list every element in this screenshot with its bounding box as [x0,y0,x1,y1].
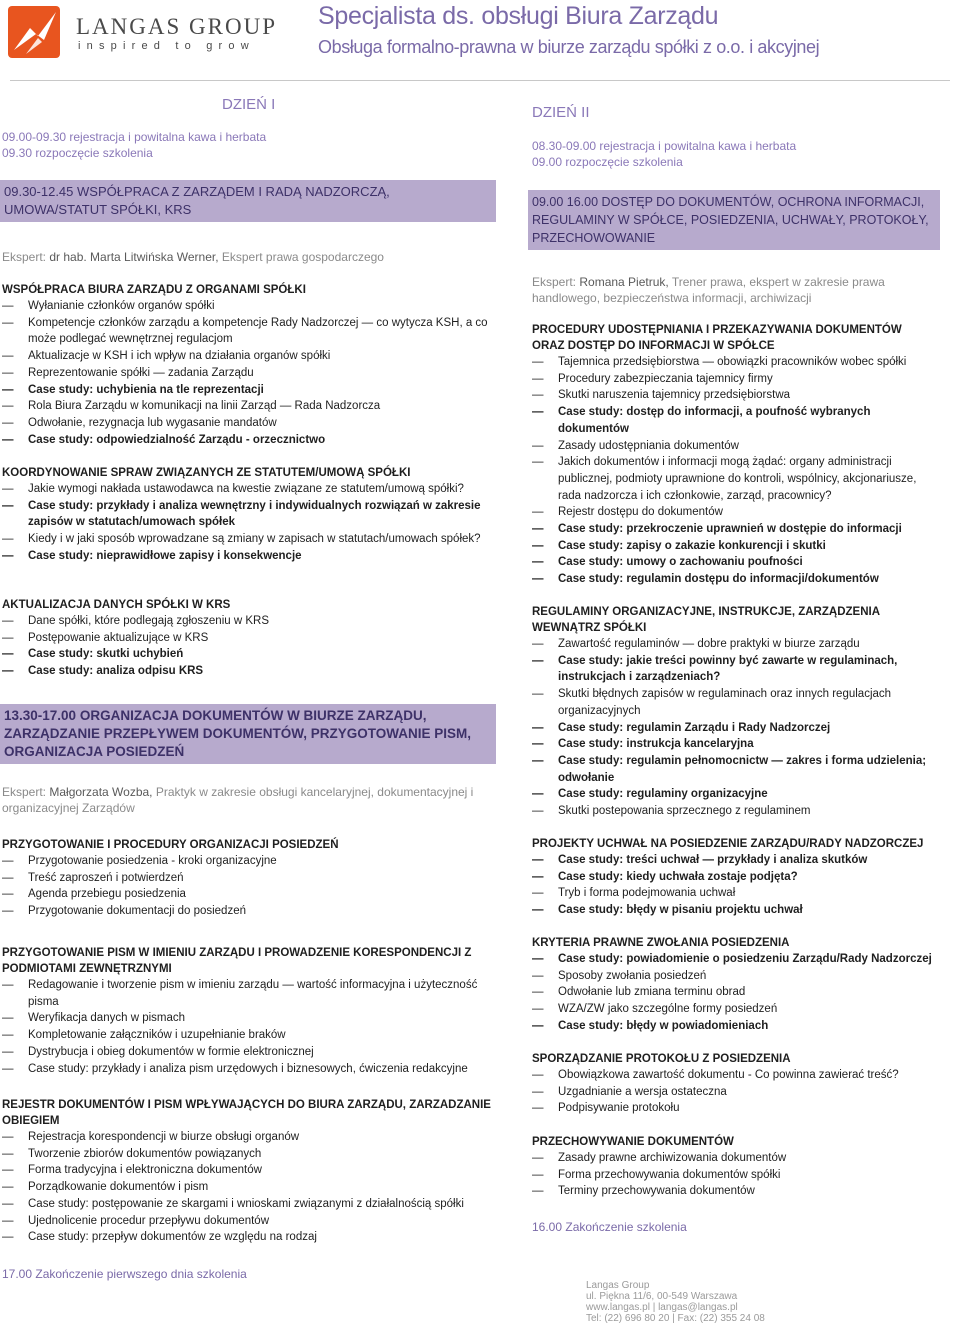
start-time: 09.30 rozpoczęcie szkolenia [2,146,153,160]
logo-tagline: inspired to grow [78,40,255,52]
list-item: — Kompletowanie załączników i uzupełnianie braków [2,1027,496,1044]
list-item: — Case study: kiedy uchwała zostaje podjęta? [532,869,932,886]
list-item: — Dystrybucja i obieg dokumentów w formie elektronicznej [2,1044,496,1061]
topic-list [2,481,496,565]
session-time: 13.30-17.00 [4,708,77,723]
section-heading: PRZYGOTOWANIE I PROCEDURY ORGANIZACJI POSIEDZEŃ [2,839,339,851]
list-item: — Postępowanie aktualizujące w KRS [2,630,496,647]
list-item: — Rejestr dostępu do dokumentów [532,504,932,521]
list-item: — Case study: regulamin dostępu do informacji/dokumentów [532,571,932,588]
topic-section [2,282,496,448]
list-item: — Treść zaproszeń i potwierdzeń [2,870,496,887]
list-item: — Case study: zapisy o zakazie konkurencji i skutki [532,538,932,555]
list-item: — Case study: przykłady i analiza pism urzędowych i biznesowych, ćwiczenia redakcyjne [2,1061,496,1078]
topic-list [532,1067,932,1117]
logo-name: LANGAS GROUP [76,14,277,39]
list-item: — Ujednolicenie procedur przepływu dokumentów [2,1213,496,1230]
list-item: — Skutki naruszenia tajemnicy przedsiębiorstwa [532,387,932,404]
expert-name: dr hab. Marta Litwińska Werner, [49,250,219,264]
topic-list [2,1129,496,1246]
expert-name: Romana Pietruk, [579,275,669,289]
section-heading: SPORZĄDZANIE PROTOKOŁU Z POSIEDZENIA [532,1053,791,1065]
list-item: — Case study: uchybienia na tle reprezentacji [2,382,496,399]
session-expert: Ekspert: Romana Pietruk, Trener prawa, ekspert w zakresie prawa handlowego, bezpieczeństwa informacji, archiwizacji [532,275,885,305]
session-time: 09.00 16.00 [532,195,599,209]
day-two-heading: DZIEŃ II [532,104,590,121]
topic-section [2,465,496,565]
topic-section [2,945,496,1077]
list-item: — Case study: powiadomienie o posiedzeniu Zarządu/Rady Nadzorczej [532,951,932,968]
section-heading: PRZYGOTOWANIE PISM W IMIENIU ZARZĄDU I PROWADZENIE KORESPONDENCJI Z PODMIOTAMI ZEWNĘTRZNYMI [2,947,472,975]
list-item: — Sposoby zwołania posiedzeń [532,968,932,985]
page-title: Specjalista ds. obsługi Biura Zarządu [318,2,719,30]
list-item: — Case study: postępowanie ze skargami i wnioskami związanymi z działalnością spółki [2,1196,496,1213]
list-item: — Zasady prawne archiwizowania dokumentów [532,1150,932,1167]
topic-section [2,1097,496,1246]
list-item: — Uzgadnianie a wersja ostateczna [532,1084,932,1101]
list-item: — Procedury zabezpieczania tajemnicy firmy [532,371,932,388]
list-item: — Case study: regulaminy organizacyjne [532,786,932,803]
session-title: DOSTĘP DO DOKUMENTÓW, OCHRONA INFORMACJI, REGULAMINY W SPÓŁCE, POSIEDZENIA, UCHWAŁY, PROTOKOŁY, PRZECHOWOWANIE [532,195,929,245]
list-item: — Przygotowanie dokumentacji do posiedzeń [2,903,496,920]
topic-list [532,354,932,588]
list-item: — Jakie wymogi nakłada ustawodawca na kwestie związane ze statutem/umową spółki? [2,481,496,498]
list-item: — Case study: odpowiedzialność Zarządu - orzecznictwo [2,432,496,449]
list-item: — Rola Biura Zarządu w komunikacji na linii Zarząd — Rada Nadzorcza [2,398,496,415]
list-item: — Zawartość regulaminów — dobre praktyki w biurze zarządu [532,636,932,653]
list-item: — Przygotowanie posiedzenia - kroki organizacyjne [2,853,496,870]
page-header [0,0,960,88]
list-item: — Case study: przykłady i analiza wewnętrzny i indywidualnych rozwiązań w zakresie zapisów w statutach/umowach spółek [2,498,496,531]
topic-list [532,852,932,919]
session-title: WSPÓŁPRACA Z ZARZĄDEM I RADĄ NADZORCZĄ, UMOWA/STATUT SPÓŁKI, KRS [4,184,390,217]
section-heading: KOORDYNOWANIE SPRAW ZWIĄZANYCH ZE STATUTEM/UMOWĄ SPÓŁKI [2,467,411,479]
list-item: — Rejestracja korespondencji w biurze obsługi organów [2,1129,496,1146]
topic-section [532,604,932,820]
list-item: — Case study: skutki uchybień [2,646,496,663]
list-item: — Case study: przepływ dokumentów ze względu na rodzaj [2,1229,496,1246]
list-item: — Tryb i forma podejmowania uchwał [532,885,932,902]
list-item: — Kiedy i w jaki sposób wprowadzane są zmiany w zapisach w statutach/umowach spółek? [2,531,496,548]
list-item: — Reprezentowanie spółki — zadania Zarządu [2,365,496,382]
list-item: — Case study: treści uchwał — przykłady i analiza skutków [532,852,932,869]
section-heading: WSPÓŁPRACA BIURA ZARZĄDU Z ORGANAMI SPÓŁKI [2,284,306,296]
topic-list [2,613,496,680]
list-item: — Wyłanianie członków organów spółki [2,298,496,315]
topic-section [532,1051,932,1117]
topic-list [2,298,496,448]
session-expert: Ekspert: Małgorzata Wozba, Praktyk w zakresie obsługi kancelaryjnej, dokumentacyjnej i organizacyjnej Zarządów [2,785,474,815]
topic-list [2,853,496,920]
topic-section [2,597,496,680]
registration-time: 09.00-09.30 rejestracja i powitalna kawa i herbata [2,130,267,144]
list-item: — Aktualizacje w KSH i ich wpływ na działania organów spółki [2,348,496,365]
list-item: — Zasady udostępniania dokumentów [532,438,932,455]
topic-section [532,1134,932,1200]
topic-section [532,836,932,919]
section-heading: AKTUALIZACJA DANYCH SPÓŁKI W KRS [2,599,231,611]
list-item: — Tworzenie zbiorów dokumentów powiązanych [2,1146,496,1163]
list-item: — Case study: przekroczenie uprawnień w dostępie do informacji [532,521,932,538]
list-item: — Kompetencje członków zarządu a kompetencje Rady Nadzorczej — co wytycza KSH, a co może podlegać wewnętrznej regulacjom [2,315,496,348]
topic-list [532,636,932,820]
logo-bird-icon [8,6,66,58]
list-item: — WZA/ZW jako szczególne formy posiedzeń [532,1001,932,1018]
topic-section [532,935,932,1035]
list-item: — Jakich dokumentów i informacji mogą żądać: organy administracji publicznej, podmioty uprawnione do kontroli, wspólnicy, akcjonariusze, rada nadzorcza i ich członkowie, zarząd, pracownicy? [532,454,932,504]
list-item: — Case study: instrukcja kancelaryjna [532,736,932,753]
list-item: — Skutki postepowania sprzecznego z regulaminem [532,803,932,820]
list-item: — Forma tradycyjna i elektroniczna dokumentów [2,1162,496,1179]
company-logo [8,6,277,58]
list-item: — Case study: dostęp do informacji, a poufność wybranych dokumentów [532,404,932,437]
section-heading: PRZECHOWYWANIE DOKUMENTÓW [532,1136,734,1148]
header-divider [10,80,950,81]
list-item: — Tajemnica przedsiębiorstwa — obowiązki pracowników wobec spółki [532,354,932,371]
topic-list [2,977,496,1077]
list-item: — Weryfikacja danych w pismach [2,1010,496,1027]
topic-section [532,322,932,588]
section-heading: PROJEKTY UCHWAŁ NA POSIEDZENIE ZARZĄDU/RADY NADZORCZEJ [532,838,924,850]
session-expert: Ekspert: dr hab. Marta Litwińska Werner, Ekspert prawa gospodarczego [2,250,384,264]
company-address [586,1280,765,1324]
topic-section [2,837,496,920]
list-item: — Dane spółki, które podlegają zgłoszeniu w KRS [2,613,496,630]
list-item: — Case study: błędy w powiadomieniach [532,1018,932,1035]
start-time: 09.00 rozpoczęcie szkolenia [532,155,683,169]
list-item: — Agenda przebiegu posiedzenia [2,886,496,903]
section-heading: KRYTERIA PRAWNE ZWOŁANIA POSIEDZENIA [532,937,790,949]
day-one-opening-times [2,129,266,161]
registration-time: 08.30-09.00 rejestracja i powitalna kawa i herbata [532,139,797,153]
session-title: ORGANIZACJA DOKUMENTÓW W BIURZE ZARZĄDU, ZARZĄDZANIE PRZEPŁYWEM DOKUMENTÓW, PRZYGOTOWANIE PISM, ORGANIZACJA POSIEDZEŃ [4,708,472,759]
list-item: — Podpisywanie protokołu [532,1100,932,1117]
session-banner [0,704,496,764]
topic-list [532,951,932,1035]
company-name: Langas Group [586,1280,650,1291]
list-item: — Redagowanie i tworzenie pism w imieniu zarządu — wartość informacyjna i użyteczność pisma [2,977,496,1010]
list-item: — Case study: umowy o zachowaniu poufności [532,554,932,571]
phone-contact: Tel: (22) 696 80 20 | Fax: (22) 355 24 08 [586,1313,765,1324]
page-subtitle: Obsługa formalno-prawna w biurze zarządu spółki z o.o. i akcyjnej [318,37,820,57]
day-two-opening-times [532,138,796,170]
list-item: — Case study: jakie treści powinny być zawarte w regulaminach, instrukcjach i zarządzeniach? [532,653,932,686]
list-item: — Terminy przechowywania dokumentów [532,1183,932,1200]
list-item: — Case study: nieprawidłowe zapisy i konsekwencje [2,548,496,565]
section-heading: REJESTR DOKUMENTÓW I PISM WPŁYWAJĄCYCH DO BIURA ZARZĄDU, ZARZADZANIE OBIEGIEM [2,1099,491,1127]
day-two-end: 16.00 Zakończenie szkolenia [532,1220,687,1234]
web-contact[interactable]: www.langas.pl | langas@langas.pl [586,1302,738,1313]
list-item: — Case study: analiza odpisu KRS [2,663,496,680]
list-item: — Case study: błędy w pisaniu projektu uchwał [532,902,932,919]
street-address: ul. Piękna 11/6, 00-549 Warszawa [586,1291,738,1302]
list-item: — Case study: regulamin Zarządu i Rady Nadzorczej [532,720,932,737]
section-heading: REGULAMINY ORGANIZACYJNE, INSTRUKCJE, ZARZĄDZENIA WEWNĄTRZ SPÓŁKI [532,606,880,634]
list-item: — Obowiązkowa zawartość dokumentu - Co powinna zawierać treść? [532,1067,932,1084]
section-heading: PROCEDURY UDOSTĘPNIANIA I PRZEKAZYWANIA DOKUMENTÓW ORAZ DOSTĘP DO INFORMACJI W SPÓŁCE [532,324,902,352]
topic-list [532,1150,932,1200]
list-item: — Porządkowanie dokumentów i pism [2,1179,496,1196]
day-one-heading: DZIEŃ I [222,96,276,113]
list-item: — Forma przechowywania dokumentów spółki [532,1167,932,1184]
list-item: — Skutki błędnych zapisów w regulaminach oraz innych regulacjach organizacyjnych [532,686,932,719]
session-banner [0,180,496,222]
day-one-end: 17.00 Zakończenie pierwszego dnia szkolenia [2,1267,247,1281]
list-item: — Case study: regulamin pełnomocnictw — zakres i forma udzielenia; odwołanie [532,753,932,786]
list-item: — Odwołanie, rezygnacja lub wygasanie mandatów [2,415,496,432]
session-time: 09.30-12.45 [4,184,74,199]
session-banner [528,190,940,250]
expert-name: Małgorzata Wozba, [49,785,153,799]
list-item: — Odwołanie lub zmiana terminu obrad [532,984,932,1001]
